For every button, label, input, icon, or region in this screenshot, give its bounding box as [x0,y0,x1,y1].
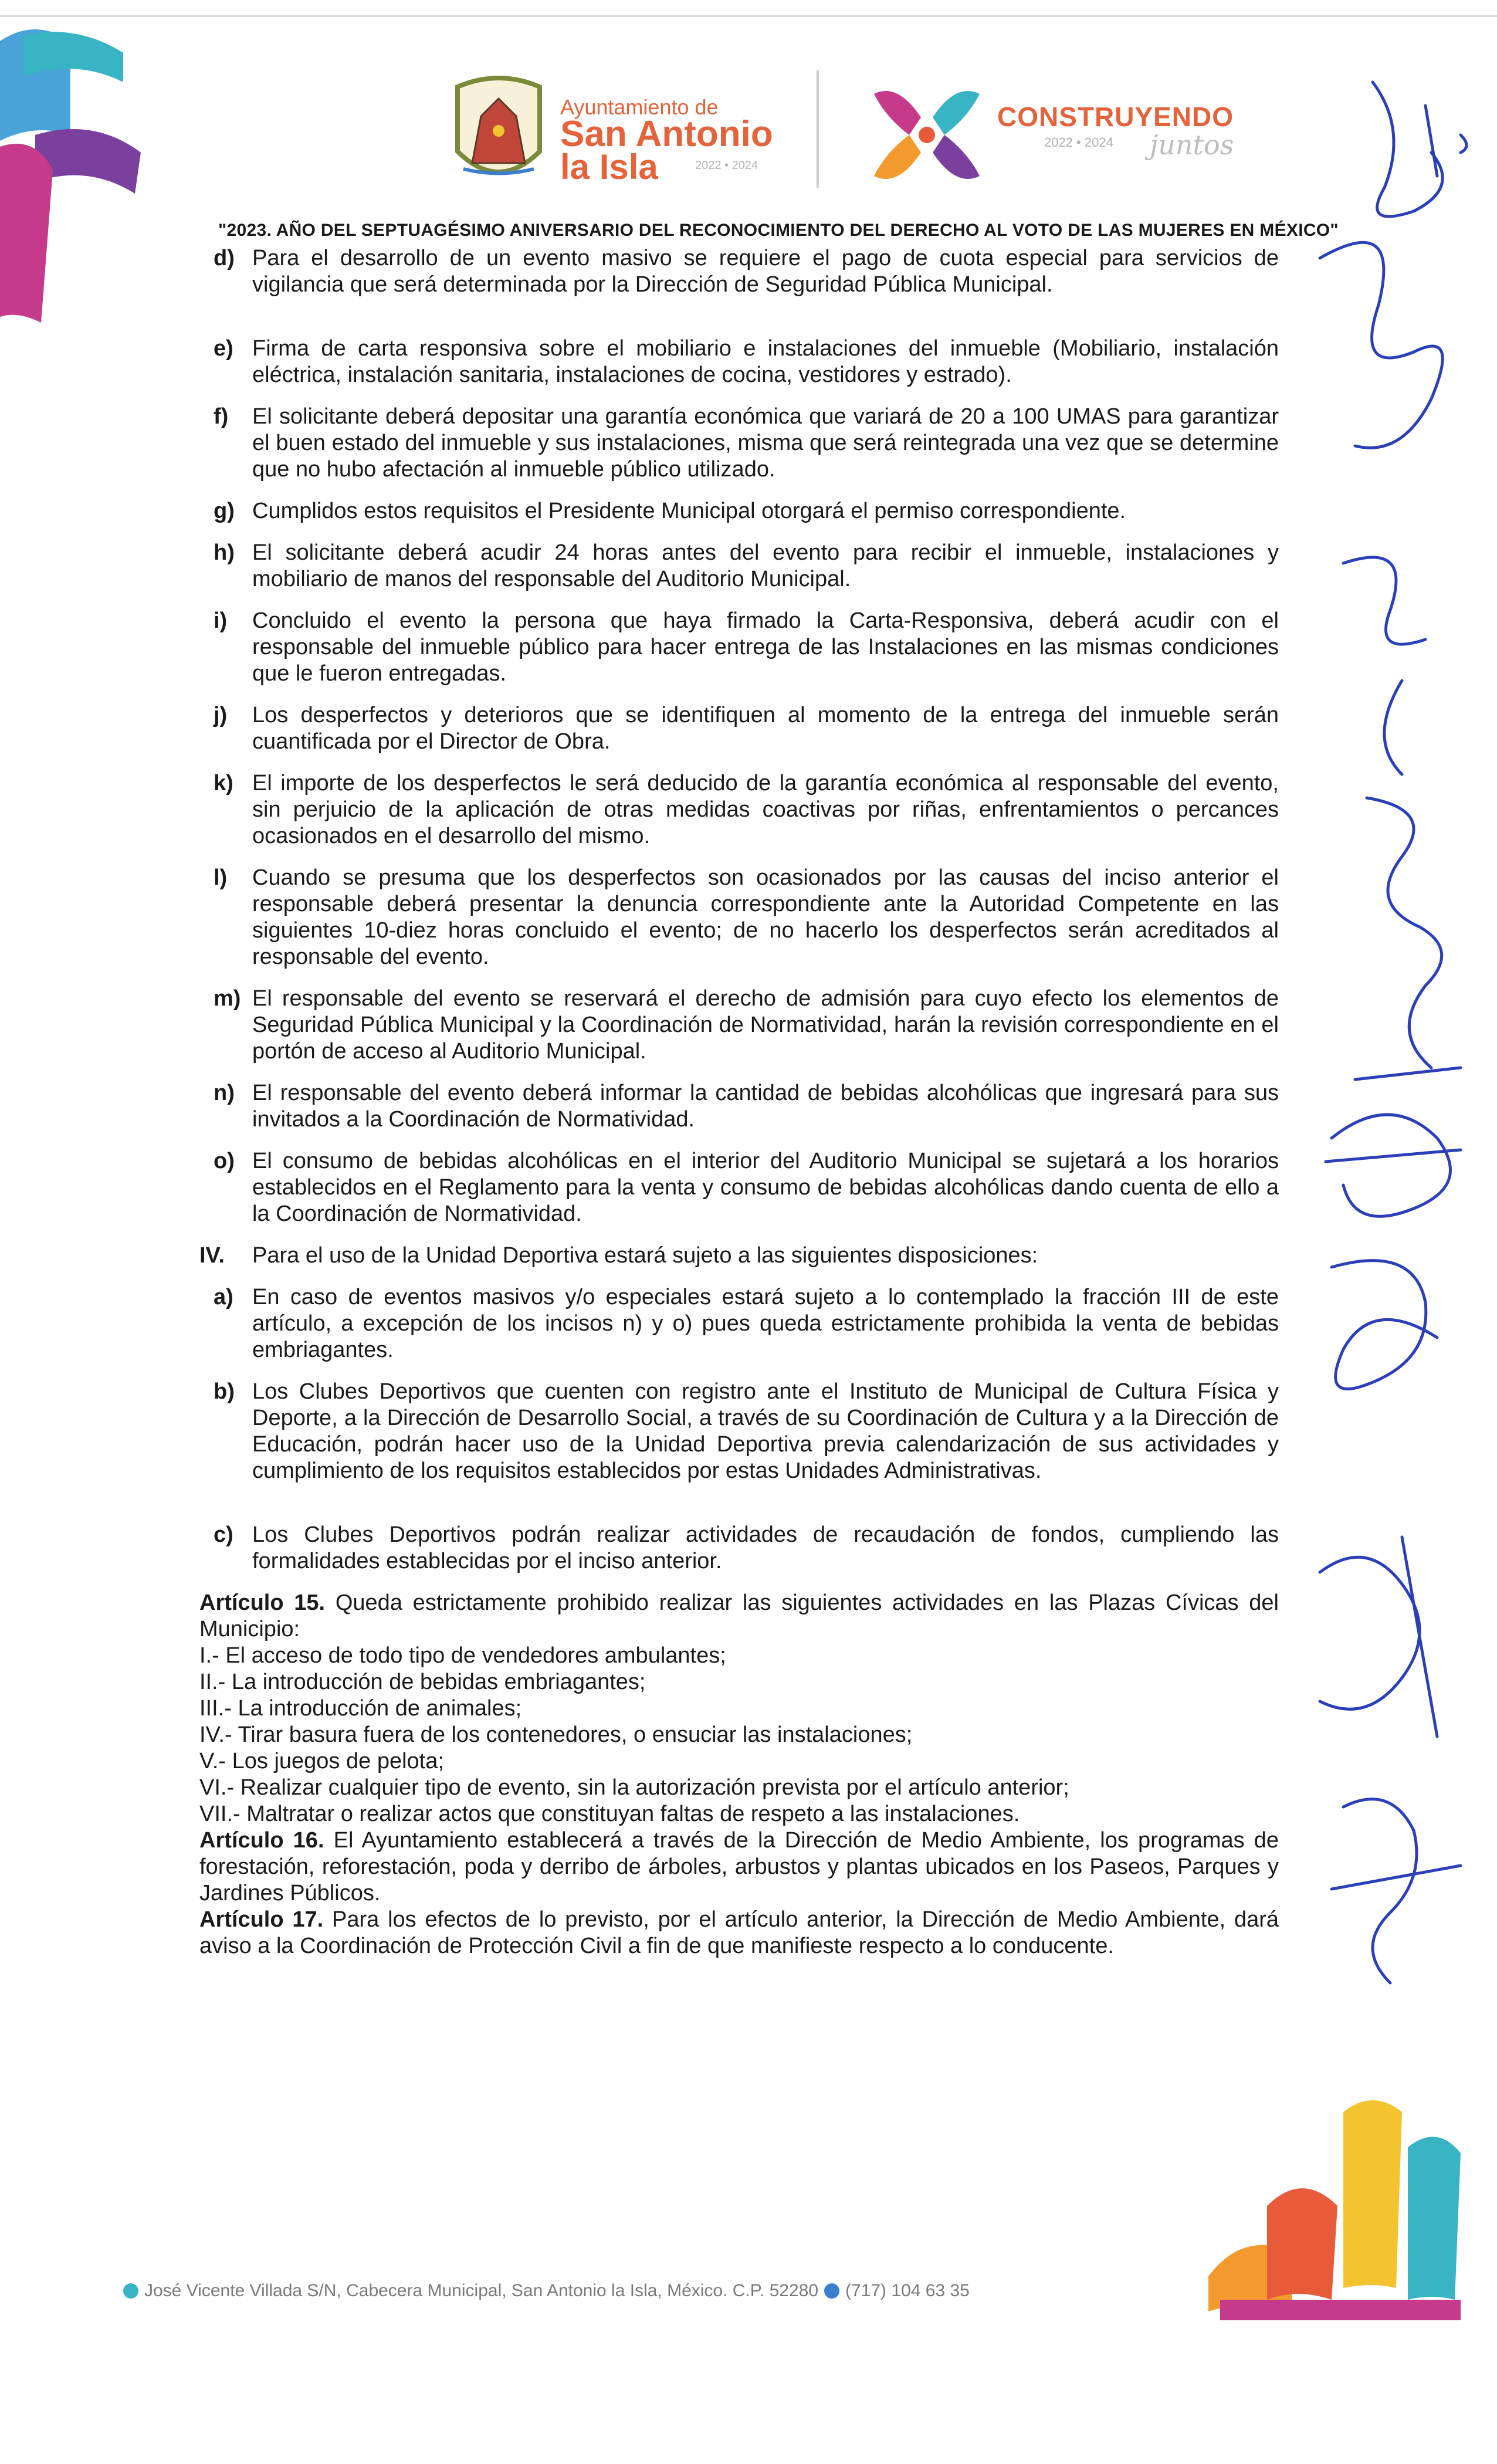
signature-6 [1332,1261,1437,1389]
list-item: n) El responsable del evento deberá informar la cantidad de bebidas alcohólicas que ingresará para sus invitados a la Coordinación de Normatividad. [214,1081,1279,1132]
footer-address: José Vicente Villada S/N, Cabecera Municipal, San Antonio la Isla, México. C.P. 52280 [144,2281,819,2300]
article-15-item: VII.- Maltratar o realizar actos que constituyan faltas de respeto a las instalaciones. [199,1802,1020,1826]
official-motto: "2023. AÑO DEL SEPTUAGÉSIMO ANIVERSARIO DEL RECONOCIMIENTO DEL DERECHO AL VOTO DE LAS MUJERES EN MÉXICO" [218,221,1339,240]
top-rule [0,15,1497,17]
location-pin-icon [123,2283,138,2299]
list-item: b) Los Clubes Deportivos que cuenten con registro ante el Instituto de Municipal de Cultura Física y Deporte, a la Dirección de Desarrollo Social, a través de su Coordinación de Cultura y a la Dirección de Educación, podrán hacer uso de la Unidad Deportiva previa calendarización de sus actividades y cumplimiento de los requisitos establecidos por estas Unidades Administrativas. [214,1379,1279,1483]
list-item: l) Cuando se presuma que los desperfectos son ocasionados por las causas del inciso anterior el responsable deberá presentar la denuncia correspondiente ante la Autoridad Competente en las siguientes 10-diez horas concluido el evento; de no hacerlo los desperfectos serán acreditados al responsable del evento. [214,865,1279,969]
list-item: a) En caso de eventos masivos y/o especiales estará sujeto a lo contemplado la fracción III de este artículo, a excepción de los incisos n) y o) pues queda estrictamente prohibida la venta de bebidas embriagantes. [214,1285,1279,1362]
signature-2 [1320,242,1442,448]
article-15-item: I.- El acceso de todo tipo de vendedores ambulantes; [199,1643,726,1668]
document-body [199,245,1279,1959]
ayuntamiento-label: Ayuntamiento de [560,95,719,119]
corner-graphic-bottom-right [1197,2077,1472,2323]
list-item: m) El responsable del evento se reservará el derecho de admisión para cuyo efecto los elementos de Seguridad Pública Municipal y la Coordinación de Normatividad, harán la revisión correspondiente en el portón de acceso al Auditorio Municipal. [214,986,1279,1064]
signature-5 [1326,1115,1461,1216]
campaign-period: 2022 • 2024 [1044,135,1113,150]
campaign-script: juntos [1150,129,1234,161]
list-item: f) El solicitante deberá depositar una garantía económica que variará de 20 a 100 UMAS para garantizar el buen estado del inmueble y sus instalaciones, misma que será reintegrada una vez que se determine que no hubo afectación al inmueble público utilizado. [214,404,1279,482]
list-item: e) Firma de carta responsiva sobre el mobiliario e instalaciones del inmueble (Mobiliario, instalación eléctrica, instalación sanitaria, instalaciones de cocina, vestidores y estrado). [214,336,1279,387]
signature-1 [1373,82,1466,216]
footer-phone: (717) 104 63 35 [845,2281,970,2300]
article-17: Artículo 17. Para los efectos de lo previsto, por el artículo anterior, la Dirección de Medio Ambiente, dará aviso a la Coordinación de Protección Civil a fin de que manifieste respecto a lo conducente. [199,1907,1279,1958]
list-item: d) Para el desarrollo de un evento masivo se requiere el pago de cuota especial para servicios de vigilancia que será determinada por la Dirección de Seguridad Pública Municipal. [214,246,1279,297]
signature-3 [1343,557,1425,774]
signature-column [1285,35,1496,2030]
municipality-name-line2: la Isla [560,147,658,187]
article-15-item: III.- La introducción de animales; [199,1696,522,1721]
list-item: h) El solicitante deberá acudir 24 horas antes del evento para recibir el inmueble, instalaciones y mobiliario de manos del responsable del Auditorio Municipal. [214,540,1279,591]
municipal-seal-icon [446,75,551,192]
article-16: Artículo 16. El Ayuntamiento establecerá a través de la Dirección de Medio Ambiente, los programas de forestación, reforestación, poda y derribo de árboles, arbustos y plantas ubicados en los Paseos, Parques y Jardines Públicos. [199,1828,1279,1905]
list-item: k) El importe de los desperfectos le será deducido de la garantía económica al responsable del evento, sin perjuicio de la aplicación de otras medidas coactivas por riñas, enfrentamientos o percances ocasionados en el desarrollo del mismo. [214,771,1279,848]
signature-8 [1332,1799,1461,1983]
article-15-item: IV.- Tirar basura fuera de los contenedores, o ensuciar las instalaciones; [199,1722,913,1747]
administration-period: 2022 • 2024 [695,159,758,172]
article-15-item: II.- La introducción de bebidas embriagantes; [199,1670,646,1694]
footer [123,2281,970,2301]
list-item: o) El consumo de bebidas alcohólicas en el interior del Auditorio Municipal se sujetará a los horarios establecidos en el Reglamento para la venta y consumo de bebidas alcohólicas dando cuenta de ello a la Coordinación de Normatividad. [214,1149,1279,1226]
article-15-item: VI.- Realizar cualquier tipo de evento, sin la autorización prevista por el artículo anterior; [199,1775,1069,1800]
article-15-item: V.- Los juegos de pelota; [199,1749,444,1773]
header-divider [817,70,819,188]
phone-icon [824,2283,839,2299]
municipality-name-line1: San Antonio [560,114,773,154]
list-item: i) Concluido el evento la persona que haya firmado la Carta-Responsiva, deberá acudir con el responsable del inmueble público para hacer entrega de las Instalaciones en las mismas condiciones que le fueron entregadas. [214,608,1279,686]
construyendo-logo-icon [862,76,991,194]
list-item: j) Los desperfectos y deterioros que se identifiquen al momento de la entrega del inmueble serán cuantificada por el Director de Obra. [214,703,1279,754]
article-15: Artículo 15. Queda estrictamente prohibido realizar las siguientes actividades en las Plazas Cívicas del Municipio: [199,1590,1279,1641]
list-item: g) Cumplidos estos requisitos el Presidente Municipal otorgará el permiso correspondiente. [214,499,1126,523]
list-item: c) Los Clubes Deportivos podrán realizar actividades de recaudación de fondos, cumpliendo las formalidades establecidas por el inciso anterior. [214,1522,1279,1573]
corner-graphic-top-left [0,18,153,323]
section-iv-heading: IV. Para el uso de la Unidad Deportiva estará sujeto a las siguientes disposiciones: [199,1243,1038,1268]
signature-4 [1355,798,1461,1079]
campaign-title: CONSTRUYENDO [997,101,1234,132]
signature-7 [1320,1537,1437,1737]
